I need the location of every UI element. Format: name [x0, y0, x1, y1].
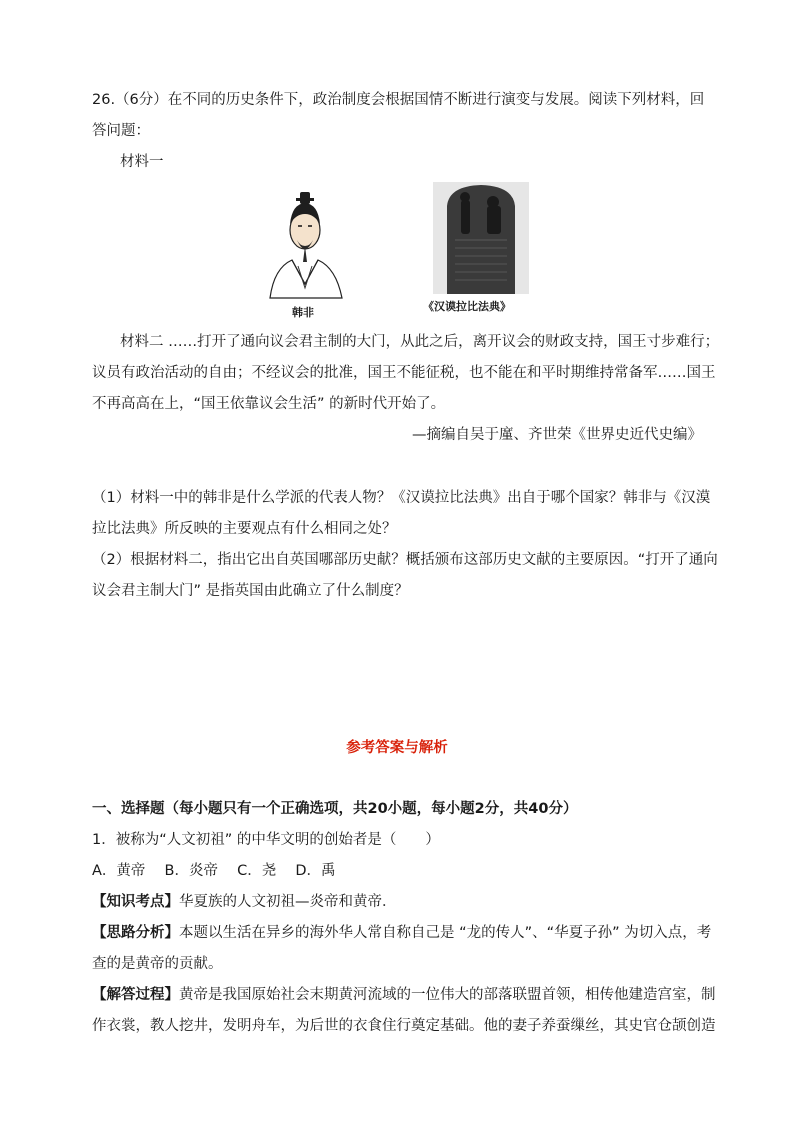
question-stem-line-2: 答问题： — [92, 123, 150, 139]
knowledge-point — [92, 892, 397, 912]
han-fei-caption: 韩非 — [292, 306, 314, 319]
solution-line-2: 作衣裳，教人挖井，发明舟车，为后世的衣食住行奠定基础。他的妻子养蚕缫丝，其史官仓颉创造 — [92, 1018, 716, 1034]
han-fei-illustration — [262, 188, 348, 300]
han-fei-portrait — [262, 188, 348, 319]
section-heading: 一、选择题（每小题只有一个正确选项，共20小题，每小题2分，共40分） — [92, 801, 578, 817]
material-2-source: —摘编自吴于廑、齐世荣《世界史近代史编》 — [412, 427, 702, 443]
question-stem-line-1: 26.（6分）在不同的历史条件下，政治制度会根据国情不断进行演变与发展。阅读下列材料，回 — [92, 92, 705, 108]
solution-text-1: 黄帝是我国原始社会末期黄河流域的一位伟大的部落联盟首领，相传他建造宫室，制 — [179, 987, 716, 1003]
answers-title: 参考答案与解析 — [346, 740, 448, 756]
answer-question-1: 1．被称为“人文初祖” 的中华文明的创始者是（ ） — [92, 832, 440, 848]
analysis-label: 【思路分析】 — [92, 925, 179, 941]
solution-line-1 — [92, 985, 716, 1005]
knowledge-label: 【知识考点】 — [92, 894, 179, 910]
analysis-line-1 — [92, 923, 711, 943]
analysis-line-2: 查的是黄帝的贡献。 — [92, 956, 223, 972]
material-1-label: 材料一 — [120, 154, 164, 170]
hammurabi-stele-illustration — [433, 182, 529, 294]
sub-question-2-line-2: 议会君主制大门” 是指英国由此确立了什么制度？ — [92, 583, 409, 599]
material-2-line-3: 不再高高在上，“国王依靠议会生活” 的新时代开始了。 — [92, 396, 446, 412]
hammurabi-caption: 《汉谟拉比法典》 — [423, 300, 511, 313]
sub-question-1-line-2: 拉比法典》所反映的主要观点有什么相同之处？ — [92, 521, 397, 537]
sub-question-2-line-1: （2）根据材料二，指出它出自英国哪部历史献？概括颁布这部历史文献的主要原因。“打开了通向 — [92, 552, 718, 568]
sub-question-1-line-1: （1）材料一中的韩非是什么学派的代表人物？《汉谟拉比法典》出自于哪个国家？韩非与《汉漠 — [92, 490, 711, 506]
knowledge-text: 华夏族的人文初祖—炎帝和黄帝． — [179, 894, 397, 910]
answer-options: A．黄帝 B．炎帝 C．尧 D．禹 — [92, 863, 336, 879]
analysis-text-1: 本题以生活在异乡的海外华人常自称自己是 “龙的传人”、“华夏子孙” 为切入点，考 — [179, 925, 712, 941]
material-2-line-1: 材料二 ……打开了通向议会君主制的大门，从此之后，离开议会的财政支持，国王寸步难行； — [120, 334, 720, 350]
solution-label: 【解答过程】 — [92, 987, 179, 1003]
material-2-line-2: 议员有政治活动的自由；不经议会的批准，国王不能征税，也不能在和平时期维持常备军……国王 — [92, 365, 716, 381]
hammurabi-stele-photo — [423, 182, 529, 313]
